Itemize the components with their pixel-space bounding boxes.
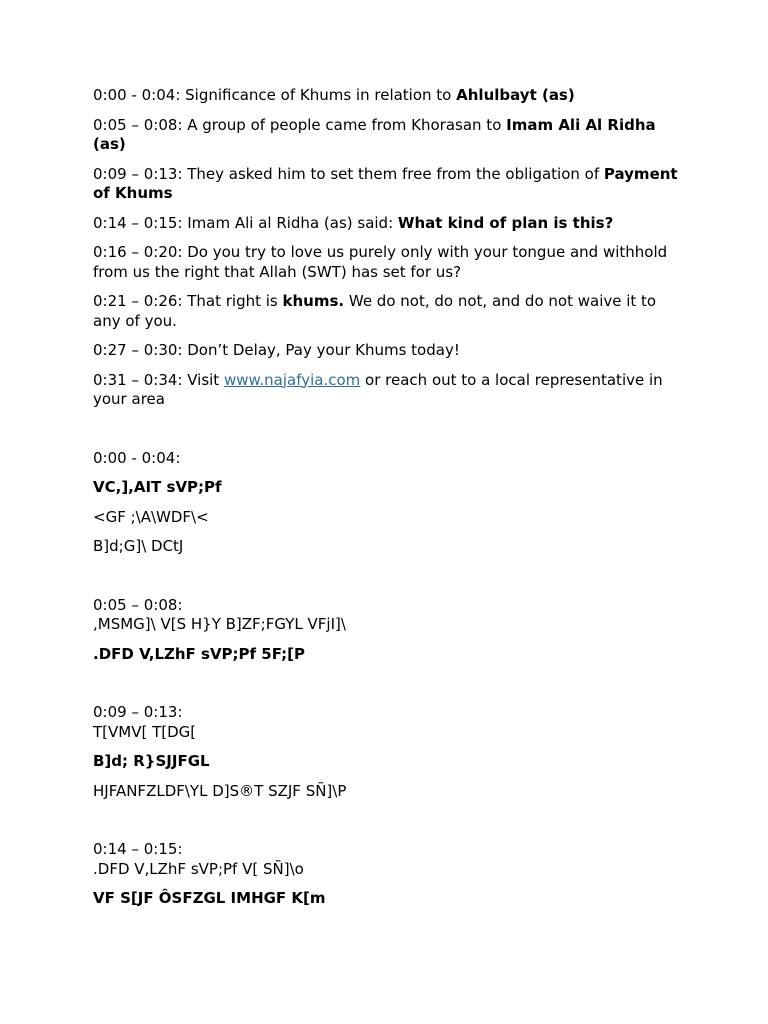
section-1-line-1: VC,],AIT sVP;Pf bbox=[93, 478, 222, 496]
english-line-3 bbox=[93, 165, 683, 204]
section-4-line-2: VF S[JF ÔSFZGL IMHGF K[m bbox=[93, 889, 326, 907]
line-text: 0:00 - 0:04: Significance of Khums in relation to bbox=[93, 86, 457, 104]
section-1-line-2: <GF ;\A\WDF\< bbox=[93, 507, 209, 526]
section-3-timestamp: 0:09 – 0:13: bbox=[93, 703, 183, 721]
line-rest-text: We do not, do not, and do not waive it to any of you. bbox=[93, 292, 657, 330]
section-4-timestamp: 0:14 – 0:15: bbox=[93, 840, 183, 858]
section-3-line-3: HJFANFZLDF\YL D]S®T SZJF SÑ]\P bbox=[93, 781, 347, 800]
line-bold-text: What kind of plan is this? bbox=[397, 213, 614, 232]
document-page bbox=[93, 86, 683, 909]
english-line-8 bbox=[93, 371, 683, 410]
line-text: 0:16 – 0:20: Do you try to love us purely only with your tongue and withhold from us the right that Allah (SWT) has set for us? bbox=[93, 243, 668, 281]
english-line-5 bbox=[93, 243, 683, 282]
section-2-line-2: .DFD V,LZhF sVP;Pf 5F;[P bbox=[93, 644, 306, 663]
line-text: 0:05 – 0:08: A group of people came from Khorasan to bbox=[93, 115, 507, 134]
line-text: 0:27 – 0:30: Don’t Delay, Pay your Khums today! bbox=[93, 341, 460, 359]
english-line-2 bbox=[93, 116, 683, 155]
line-bold-text: khums. bbox=[282, 292, 345, 310]
line-rest-text: or reach out to a local representative in your area bbox=[93, 370, 663, 408]
website-link[interactable]: www.najafyia.com bbox=[223, 370, 361, 389]
section-4-line-1: .DFD V,LZhF sVP;Pf V[ SÑ]\o bbox=[93, 859, 304, 878]
line-bold-text: Imam Ali Al Ridha (as) bbox=[93, 115, 656, 153]
section-1-line-3: B]d;G]\ DCtJ bbox=[93, 537, 184, 555]
english-line-1 bbox=[93, 86, 683, 106]
english-line-6 bbox=[93, 292, 683, 331]
section-3-line-1: T[VMV[ T[DG[ bbox=[93, 722, 197, 741]
line-text: 0:14 – 0:15: Imam Ali al Ridha (as) said: bbox=[93, 213, 398, 232]
section-1-timestamp: 0:00 - 0:04: bbox=[93, 448, 181, 467]
english-line-4 bbox=[93, 214, 683, 234]
line-bold-text: Payment of Khums bbox=[93, 164, 678, 202]
line-text: 0:31 – 0:34: Visit bbox=[93, 370, 224, 389]
section-3-line-2: B]d; R}SJJFGL bbox=[93, 752, 210, 770]
line-text: 0:21 – 0:26: That right is bbox=[93, 292, 283, 310]
line-text: 0:09 – 0:13: They asked him to set them free from the obligation of bbox=[93, 164, 604, 183]
english-line-7 bbox=[93, 341, 683, 361]
section-2-line-1: ,MSMG]\ V[S H}Y B]ZF;FGYL VFjI]\ bbox=[93, 615, 346, 633]
line-bold-text: Ahlulbayt (as) bbox=[456, 86, 575, 104]
section-2-timestamp: 0:05 – 0:08: bbox=[93, 595, 183, 614]
